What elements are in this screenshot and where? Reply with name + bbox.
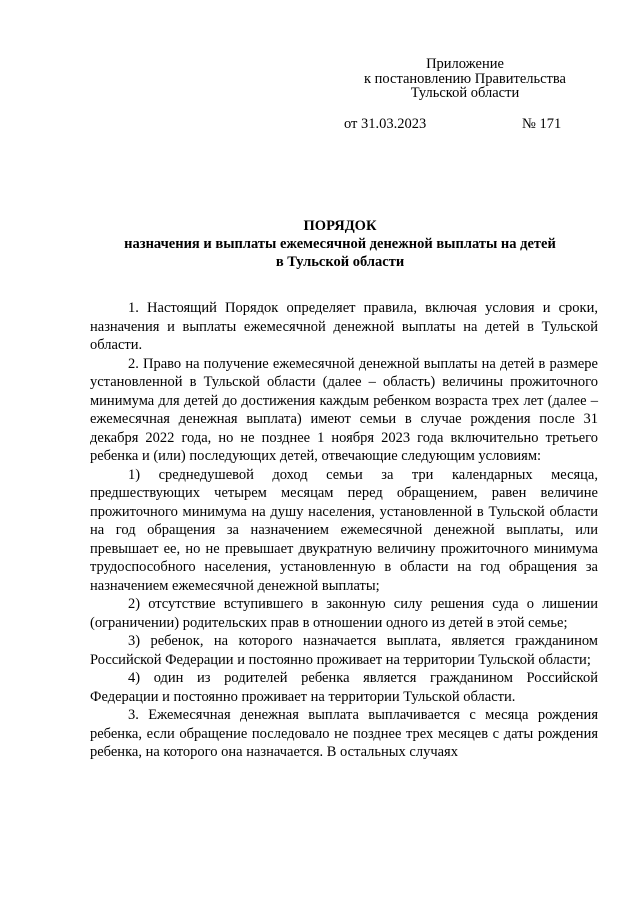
- appendix-line-2: к постановлению Правительства: [364, 70, 566, 87]
- paragraph-3: 3. Ежемесячная денежная выплата выплачивается с месяца рождения ребенка, если обращение последовало не позднее трех месяцев с даты рождения ребенка, на которого она назначается. В остальных случаях: [90, 707, 598, 760]
- appendix-header: [340, 57, 590, 101]
- document-subtitle-line-2: в Тульской области: [275, 254, 405, 270]
- document-subtitle-line-1: назначения и выплаты ежемесячной денежной выплаты на детей: [124, 236, 556, 252]
- condition-4: 4) один из родителей ребенка является гражданином Российской Федерации и постоянно проживает на территории Тульской области.: [90, 670, 598, 705]
- condition-1: 1) среднедушевой доход семьи за три календарных месяца, предшествующих четырем месяцам перед обращением, равен величине прожиточного минимума на душу населения, установленной в Тульской области на год обращения за назначением ежемесячной денежной выплаты, или превышает ее, но не превышает двукратную величину прожиточного минимума трудоспособного населения, установленную в области на год обращения за назначением ежемесячной денежной выплаты;: [90, 466, 598, 594]
- appendix-line-1: Приложение: [426, 56, 504, 72]
- paragraph-2: 2. Право на получение ежемесячной денежной выплаты на детей в размере установленной в Тульской области (далее – область) величины прожиточного минимума для детей до достижения каждым ребенком возраста трех лет (далее – ежемесячная денежная выплата) имеют семьи в случае рождения после 31 декабря 2022 года, но не позднее 1 ноября 2023 года включительно третьего ребенка и (или) последующих детей, отвечающие следующим условиям:: [90, 355, 598, 464]
- appendix-line-3: Тульской области: [410, 85, 520, 101]
- condition-2: 2) отсутствие вступившего в законную силу решения суда о лишении (ограничении) родительских прав в отношении одного из детей в этой семье;: [90, 596, 598, 631]
- document-title: ПОРЯДОК: [303, 218, 377, 234]
- document-dateline: [330, 116, 600, 134]
- document-number: № 171: [522, 116, 562, 132]
- document-title-block: [60, 217, 620, 271]
- document-date: от 31.03.2023: [344, 116, 427, 132]
- condition-3: 3) ребенок, на которого назначается выплата, является гражданином Российской Федерации и постоянно проживает на территории Тульской области;: [90, 633, 598, 668]
- paragraph-1: 1. Настоящий Порядок определяет правила, включая условия и сроки, назначения и выплаты ежемесячной денежной выплаты на детей в Тульской области.: [90, 300, 598, 353]
- document-body: [90, 299, 598, 762]
